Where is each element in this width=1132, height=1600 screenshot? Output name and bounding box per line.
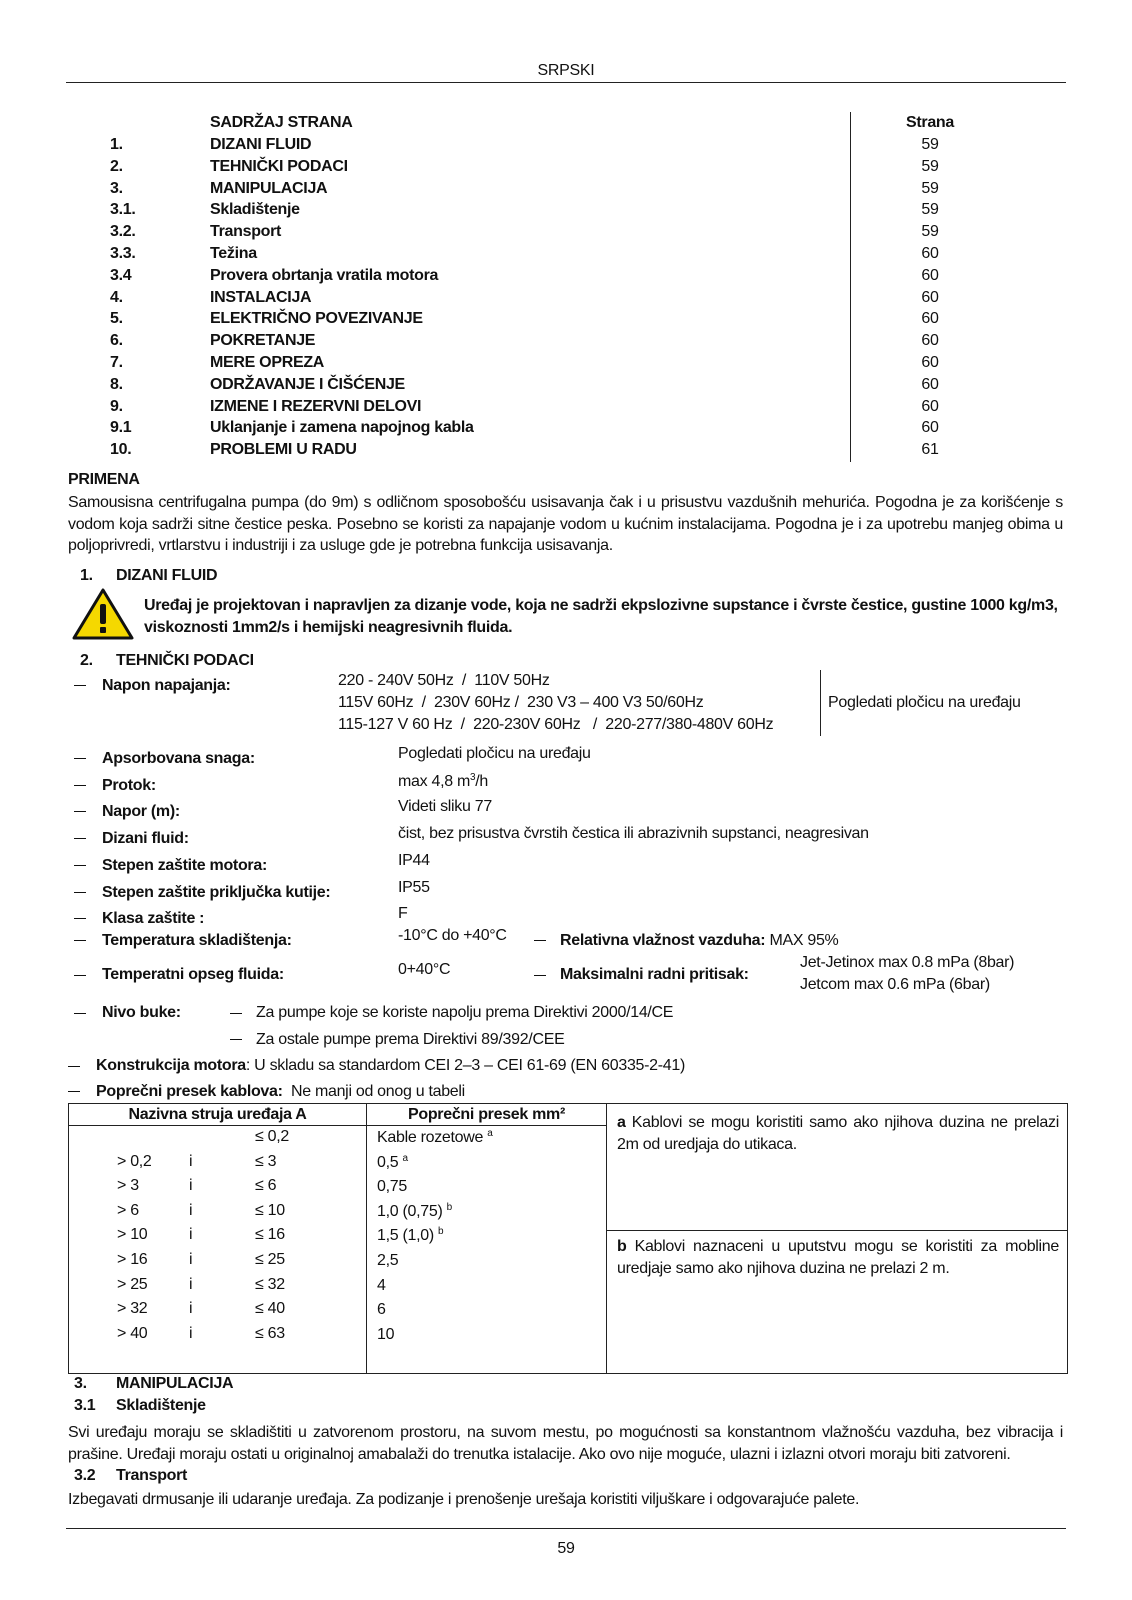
spec-label: Stepen zaštite priključka kutije:: [102, 883, 331, 901]
toc-item-page: 60: [921, 375, 939, 393]
list-dash: [68, 1091, 80, 1092]
toc-item-page: 60: [921, 397, 939, 415]
toc-item-title: Težina: [210, 245, 257, 262]
toc-item-title: Provera obrtanja vratila motora: [210, 266, 439, 284]
temp-fluid-label: Temperatni opseg fluida:: [102, 966, 284, 983]
toc-item: [110, 136, 960, 157]
temp-skl-label: Temperatura skladištenja:: [102, 932, 292, 949]
primena-heading: PRIMENA: [68, 471, 140, 488]
current-to: ≤ 40: [255, 1300, 285, 1318]
current-to: ≤ 32: [255, 1275, 285, 1293]
current-from: > 6: [117, 1201, 139, 1219]
section-value: [377, 1300, 386, 1319]
toc-item-page: 60: [921, 310, 939, 328]
toc-item-number: 9.: [110, 397, 123, 415]
toc-item-title: ELEKTRIČNO POVEZIVANJE: [210, 310, 423, 328]
list-dash: [534, 975, 546, 976]
toc-item: [110, 332, 960, 353]
toc-item-title: Uklanjanje i zamena napojnog kabla: [210, 419, 474, 437]
section2-number: 2.: [80, 652, 93, 669]
toc-item: [110, 354, 960, 375]
section-value: [377, 1202, 452, 1221]
current-from: > 10: [117, 1226, 148, 1244]
toc-item-title: Skladištenje: [210, 201, 300, 219]
toc-item-title: IZMENE I REZERVNI DELOVI: [210, 397, 422, 415]
spec-label: Protok:: [102, 776, 156, 794]
table-notes: [607, 1104, 1067, 1351]
page-number: 59: [557, 1540, 575, 1557]
toc-item-page: 60: [921, 288, 939, 306]
warning-triangle-icon: [72, 588, 134, 640]
section-value-text: Kable rozetowe: [377, 1129, 488, 1146]
toc-page-header: Strana: [906, 114, 954, 131]
toc-item: [110, 419, 960, 440]
current-to: ≤ 6: [255, 1177, 277, 1195]
spec-value: Pogledati pločicu na uređaju: [398, 745, 591, 762]
toc-item: [110, 201, 960, 222]
toc-item-title: MERE OPREZA: [210, 354, 325, 371]
current-to: ≤ 63: [255, 1324, 285, 1342]
current-separator: i: [189, 1300, 193, 1318]
current-range-list: [69, 1126, 366, 1373]
toc-item: [110, 289, 960, 310]
list-dash: [74, 685, 86, 686]
current-separator: i: [189, 1177, 193, 1195]
header-rule: [66, 82, 1066, 83]
toc-item-number: 10.: [110, 441, 132, 459]
cable-section-table: [68, 1103, 1068, 1374]
toc-item-title: TEHNIČKI PODACI: [210, 157, 348, 175]
section-value: [377, 1177, 407, 1196]
napon-line-3: 115-127 V 60 Hz / 220-230V 60Hz / 220-277/380-480V 60Hz: [338, 716, 774, 733]
list-dash: [534, 940, 546, 941]
toc-item-page: 60: [921, 332, 939, 350]
presek-label: Poprečni presek kablova:: [96, 1083, 283, 1100]
toc-item-page: 60: [921, 245, 939, 262]
buka-label: Nivo buke:: [102, 1004, 181, 1021]
spec-value: čist, bez prisustva čvrstih čestica ili abrazivnih supstanci, neagresivan: [398, 825, 869, 843]
toc-item: [110, 245, 960, 266]
pressure-label: Maksimalni radni pritisak:: [560, 966, 749, 983]
buka-line-2: Za ostale pumpe prema Direktivi 89/392/CEE: [256, 1031, 565, 1048]
toc-item-title: Transport: [210, 223, 282, 241]
toc-item: [110, 267, 960, 288]
buka-line-1: Za pumpe koje se koriste napolju prema Direktivi 2000/14/CE: [256, 1004, 674, 1021]
spec-label: Klasa zaštite :: [102, 910, 205, 928]
toc-item-page: 60: [921, 266, 939, 284]
current-range-cell: [69, 1126, 367, 1374]
section-value: [377, 1276, 386, 1295]
napon-line-2: 115V 60Hz / 230V 60Hz / 230 V3 – 400 V3 50/60Hz: [338, 694, 704, 711]
note-b: [617, 1236, 1059, 1280]
current-separator: i: [189, 1226, 193, 1244]
current-from: > 0,2: [117, 1152, 152, 1170]
temp-fluid-value: 0+40°C: [398, 961, 451, 978]
spec-value: IP55: [398, 878, 430, 896]
section-value-note-mark: b: [446, 1201, 452, 1213]
list-dash: [74, 892, 86, 893]
list-dash: [230, 1039, 242, 1040]
section-value-cell: [367, 1126, 607, 1374]
section-value-text: 0,5: [377, 1153, 403, 1171]
current-from: > 3: [117, 1177, 139, 1195]
toc-item-number: 6.: [110, 332, 123, 350]
spec-value-text: max 4,8 m: [398, 772, 470, 790]
toc-item: [110, 398, 960, 419]
spec-value: F: [398, 905, 408, 923]
napon-divider: [820, 670, 821, 736]
konstrukcija-spec: [96, 1057, 685, 1075]
section-value: [377, 1128, 493, 1147]
toc-item: [110, 180, 960, 201]
spec-value-tail: /h: [475, 772, 489, 790]
section-value-note-mark: a: [402, 1152, 408, 1164]
toc-divider: [850, 112, 851, 462]
table-header-section: Poprečni presek mm²: [367, 1104, 607, 1126]
note-a-mark: a: [617, 1114, 626, 1131]
section-value: [377, 1251, 398, 1270]
toc-item-page: 59: [921, 179, 939, 197]
spec-value-sup: 3: [470, 771, 476, 783]
current-from: > 32: [117, 1300, 148, 1318]
toc-item: [110, 223, 960, 244]
section-value: [377, 1226, 443, 1245]
toc-item-title: ODRŽAVANJE I ČIŠĆENJE: [210, 375, 405, 393]
toc-item-number: 4.: [110, 288, 123, 306]
list-dash: [74, 975, 86, 976]
current-to: ≤ 16: [255, 1226, 285, 1244]
current-separator: i: [189, 1201, 193, 1219]
toc-item-page: 59: [921, 136, 939, 153]
toc-item-number: 3.: [110, 179, 123, 197]
toc-item-title: DIZANI FLUID: [210, 136, 312, 153]
toc-item-number: 3.4: [110, 266, 132, 284]
napon-line-1: 220 - 240V 50Hz / 110V 50Hz: [338, 672, 550, 689]
toc-item-title: POKRETANJE: [210, 332, 316, 350]
toc-item: [110, 158, 960, 179]
section3-2-number: 3.2: [74, 1467, 96, 1484]
section-value-text: 0,75: [377, 1178, 407, 1196]
section3-2-text: Izbegavati drmusanje ili udaranje uređaja. Za podizanje i prenošenje urešaja koristiti viljuškare i odgovarajuće palete.: [68, 1491, 860, 1508]
toc-item-number: 3.3.: [110, 245, 136, 262]
section3-2-title: Transport: [116, 1467, 188, 1484]
section-value-note-mark: b: [438, 1226, 444, 1238]
temp-skl-value: -10°C do +40°C: [398, 927, 507, 944]
section-value-text: 1,5 (1,0): [377, 1227, 439, 1245]
humidity-value: MAX 95%: [765, 932, 839, 949]
section-value-text: 10: [377, 1325, 395, 1343]
napon-label: Napon napajanja:: [102, 677, 231, 694]
current-separator: i: [189, 1152, 193, 1170]
section2-title: TEHNIČKI PODACI: [116, 652, 254, 669]
spec-label: Apsorbovana snaga:: [102, 750, 255, 767]
toc-item-page: 60: [921, 419, 939, 437]
presek-spec: [96, 1083, 465, 1101]
toc-item-number: 5.: [110, 310, 123, 328]
list-dash: [74, 758, 86, 759]
section3-title: MANIPULACIJA: [116, 1375, 234, 1392]
section-value-list: [367, 1126, 606, 1373]
list-dash: [74, 838, 86, 839]
konstrukcija-text: : U skladu sa standardom CEI 2–3 – CEI 61-69 (EN 60335-2-41): [245, 1057, 686, 1074]
section3-1-text: Svi uređaju moraju se skladištiti u zatvorenom prostoru, na suvom mestu, po mogućnosti sa konstantnom vlažnošću vazduha, bez vibracija i prašine. Uređaji moraju ostati u originalnoj amabalaži do trenutka istalacije. Ako ovo nije moguće, ulazni i izlazni otvori moraju biti zatvoreni.: [68, 1424, 1063, 1463]
spec-value: [398, 772, 488, 791]
current-to: ≤ 3: [255, 1152, 277, 1170]
toc-item-title: INSTALACIJA: [210, 288, 312, 306]
section-value-text: 6: [377, 1301, 386, 1319]
section-value-text: 2,5: [377, 1252, 399, 1269]
list-dash: [74, 811, 86, 812]
toc-item-page: 59: [921, 223, 939, 241]
section1-number: 1.: [80, 567, 93, 584]
table-note-cell: [607, 1104, 1068, 1374]
pressure-line-2: Jetcom max 0.6 mPa (6bar): [800, 976, 990, 993]
section-value-text: 4: [377, 1276, 386, 1294]
note-a-text: Kablovi se mogu koristiti samo ako njihova duzina ne prelazi 2m od uredjaja do utikaca.: [617, 1114, 1059, 1153]
section3-1-number: 3.1: [74, 1397, 96, 1414]
section-value-text: 1,0 (0,75): [377, 1202, 447, 1220]
list-dash: [74, 865, 86, 866]
current-separator: i: [189, 1324, 193, 1342]
list-dash: [230, 1013, 242, 1014]
current-to: ≤ 25: [255, 1251, 285, 1268]
toc-item-number: 7.: [110, 354, 123, 371]
page-header-language: SRPSKI: [537, 62, 595, 79]
section-value: [377, 1153, 408, 1172]
toc-item: [110, 310, 960, 331]
toc-item: [110, 376, 960, 397]
list-dash: [74, 1013, 86, 1014]
current-from: > 25: [117, 1275, 148, 1293]
toc-item-title: MANIPULACIJA: [210, 179, 328, 197]
current-separator: i: [189, 1275, 193, 1293]
current-from: > 16: [117, 1251, 148, 1268]
toc-item-page: 61: [921, 441, 939, 459]
toc-item: [110, 441, 960, 462]
toc-item-page: 60: [921, 354, 939, 371]
toc-item-number: 9.1: [110, 419, 132, 437]
napon-note: Pogledati pločicu na uređaju: [828, 694, 1021, 711]
footer-rule: [66, 1528, 1066, 1529]
section3-number: 3.: [74, 1375, 87, 1392]
current-from: > 40: [117, 1324, 148, 1342]
list-dash: [74, 785, 86, 786]
primena-text: Samousisna centrifugalna pumpa (do 9m) s odličnom sposobošću usisavanja čak i u prisustvu vazdušnih mehurića. Pogodna je za korišćenje s vodom koja sadrži sitne čestice peska. Posebno se koristi za napajanje vodom u kućnim instalacijama. Pogodna je i za upotrebu manjeg obima u poljoprivredi, vrtlarstvu i industriji i za usluge gde je potrebna funkcija usisavanja.: [68, 494, 1063, 554]
toc-title: SADRŽAJ STRANA: [210, 114, 353, 131]
toc-item-title: PROBLEMI U RADU: [210, 441, 357, 459]
note-b-text: Kablovi naznaceni u uputstvu mogu se koristiti za mobline uredjaje samo ako njihova duzina ne prelazi 2 m.: [617, 1238, 1059, 1277]
toc-item-page: 59: [921, 157, 939, 175]
list-dash: [74, 918, 86, 919]
spec-value: Videti sliku 77: [398, 798, 492, 816]
list-dash: [68, 1066, 80, 1067]
current-separator: i: [189, 1251, 193, 1268]
spec-label: Stepen zaštite motora:: [102, 856, 267, 874]
humidity-spec: [560, 932, 838, 950]
toc-item-page: 59: [921, 201, 939, 219]
note-divider: [607, 1230, 1067, 1231]
table-header-current: Nazivna struja uređaja A: [69, 1104, 367, 1126]
current-to: ≤ 0,2: [255, 1128, 289, 1145]
spec-value: IP44: [398, 851, 430, 869]
section1-warning-text: Uređaj je projektovan i napravljen za dizanje vode, koja ne sadrži ekpslozivne supstance i čvrste čestice, gustine 1000 kg/m3, viskoznosti 1mm2/s i hemijski neagresivnih fluida.: [144, 597, 1058, 636]
toc-item-number: 2.: [110, 157, 123, 175]
toc-item-number: 3.1.: [110, 201, 136, 219]
list-dash: [74, 940, 86, 941]
toc-item-number: 1.: [110, 136, 123, 153]
section-value-note-mark: a: [487, 1128, 493, 1139]
presek-text: Ne manji od onog u tabeli: [282, 1083, 465, 1100]
section-value: [377, 1325, 394, 1344]
toc-item-number: 8.: [110, 375, 123, 393]
spec-label: Napor (m):: [102, 803, 180, 821]
note-a: [617, 1112, 1059, 1156]
konstrukcija-label: Konstrukcija motora: [96, 1057, 246, 1074]
note-b-mark: b: [617, 1238, 627, 1255]
section3-1-title: Skladištenje: [116, 1397, 206, 1414]
toc-item-number: 3.2.: [110, 223, 136, 241]
section1-title: DIZANI FLUID: [116, 567, 218, 584]
current-to: ≤ 10: [255, 1201, 285, 1219]
pressure-line-1: Jet-Jetinox max 0.8 mPa (8bar): [800, 954, 1015, 971]
humidity-label: Relativna vlažnost vazduha:: [560, 932, 766, 949]
spec-label: Dizani fluid:: [102, 830, 189, 848]
